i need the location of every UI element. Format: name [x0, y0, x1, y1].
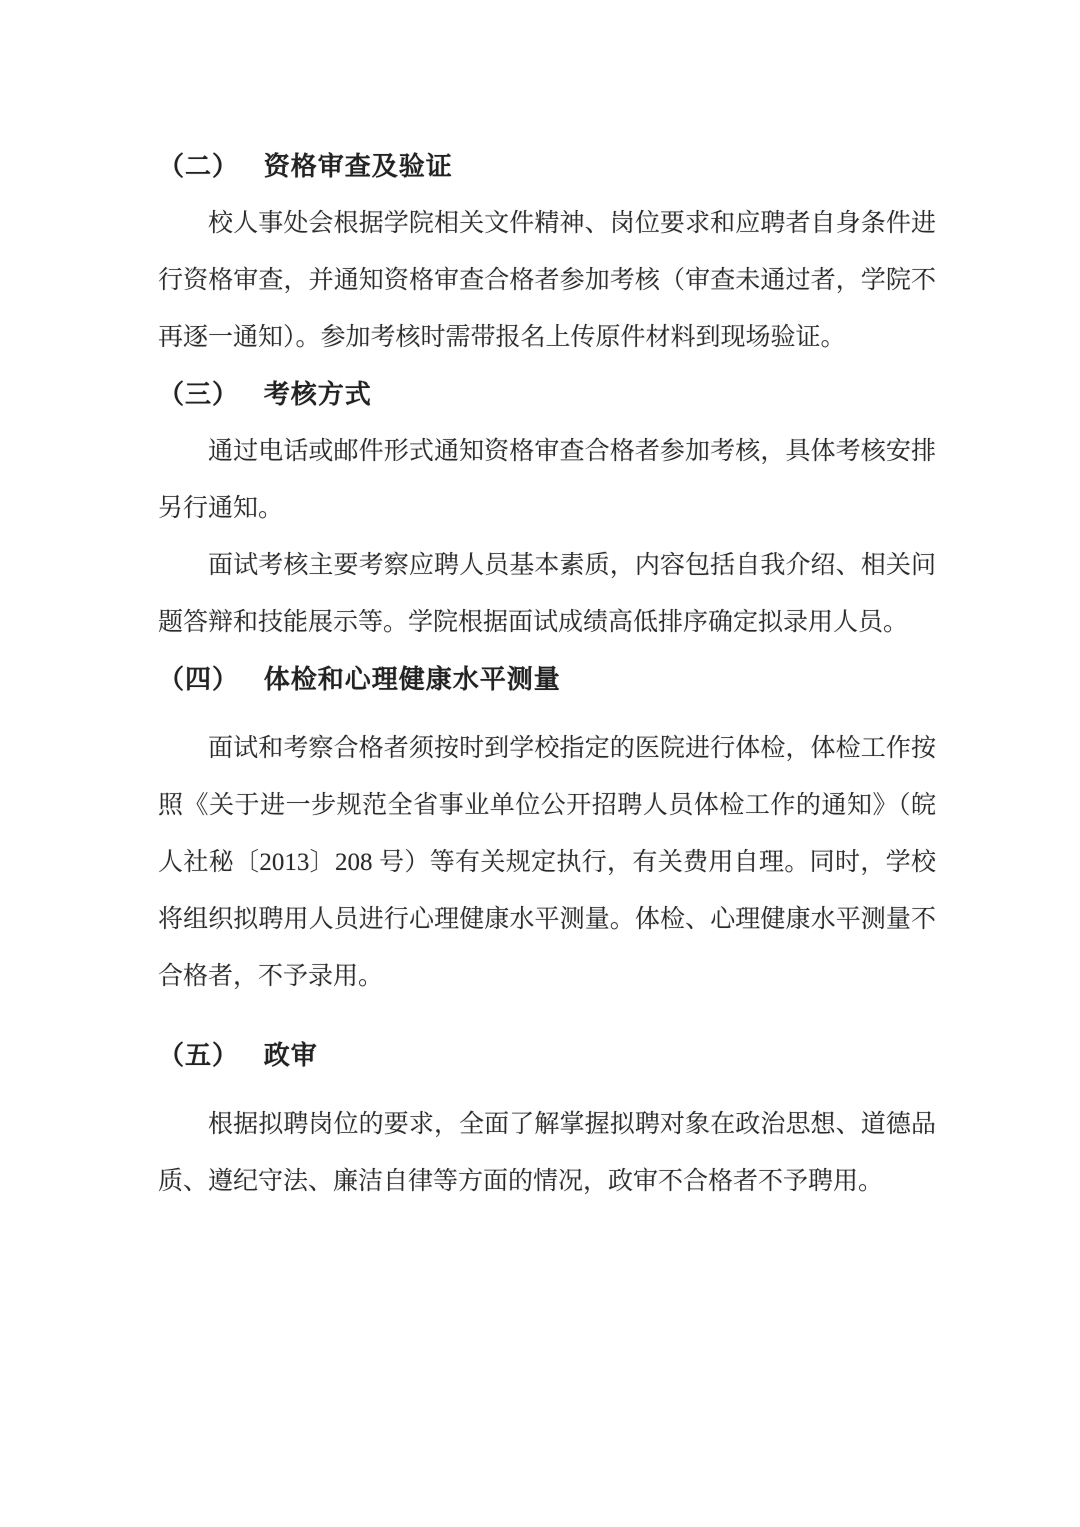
- section-title: 政审: [263, 1041, 318, 1070]
- paragraph: 根据拟聘岗位的要求，全面了解掌握拟聘对象在政治思想、道德品质、遵纪守法、廉洁自律等方面的情况，政审不合格者不予聘用。: [158, 1111, 936, 1195]
- section-title: 考核方式: [263, 380, 372, 409]
- section-title: 体检和心理健康水平测量: [263, 665, 561, 694]
- section-heading: [158, 138, 936, 195]
- section-heading: [158, 366, 936, 423]
- section-political-review: [158, 1027, 936, 1210]
- section-number: （二）: [158, 152, 240, 181]
- paragraph: 面试和考察合格者须按时到学校指定的医院进行体检，体检工作按照《关于进一步规范全省事业单位公开招聘人员体检工作的通知》（皖人社秘〔2013〕208 号）等有关规定执行，有关费用自理。同时，学校将组织拟聘用人员进行心理健康水平测量。体检、心理健康水平测量不合格者，不予录用。: [158, 735, 936, 990]
- section-number: （五）: [158, 1041, 240, 1070]
- section-assessment-method: [158, 366, 936, 651]
- paragraph: 通过电话或邮件形式通知资格审查合格者参加考核，具体考核安排另行通知。: [158, 438, 936, 522]
- section-physical-exam: [158, 651, 936, 1005]
- section-number: （三）: [158, 380, 240, 409]
- section-title: 资格审查及验证: [263, 152, 453, 181]
- section-qualification-review: [158, 138, 936, 366]
- section-number: （四）: [158, 665, 240, 694]
- section-heading: [158, 651, 936, 708]
- document-content: [158, 138, 936, 1210]
- section-heading: [158, 1027, 936, 1084]
- paragraph: 面试考核主要考察应聘人员基本素质，内容包括自我介绍、相关问题答辩和技能展示等。学院根据面试成绩高低排序确定拟录用人员。: [158, 552, 936, 636]
- paragraph: 校人事处会根据学院相关文件精神、岗位要求和应聘者自身条件进行资格审查，并通知资格审查合格者参加考核（审查未通过者，学院不再逐一通知）。参加考核时需带报名上传原件材料到现场验证。: [158, 210, 936, 351]
